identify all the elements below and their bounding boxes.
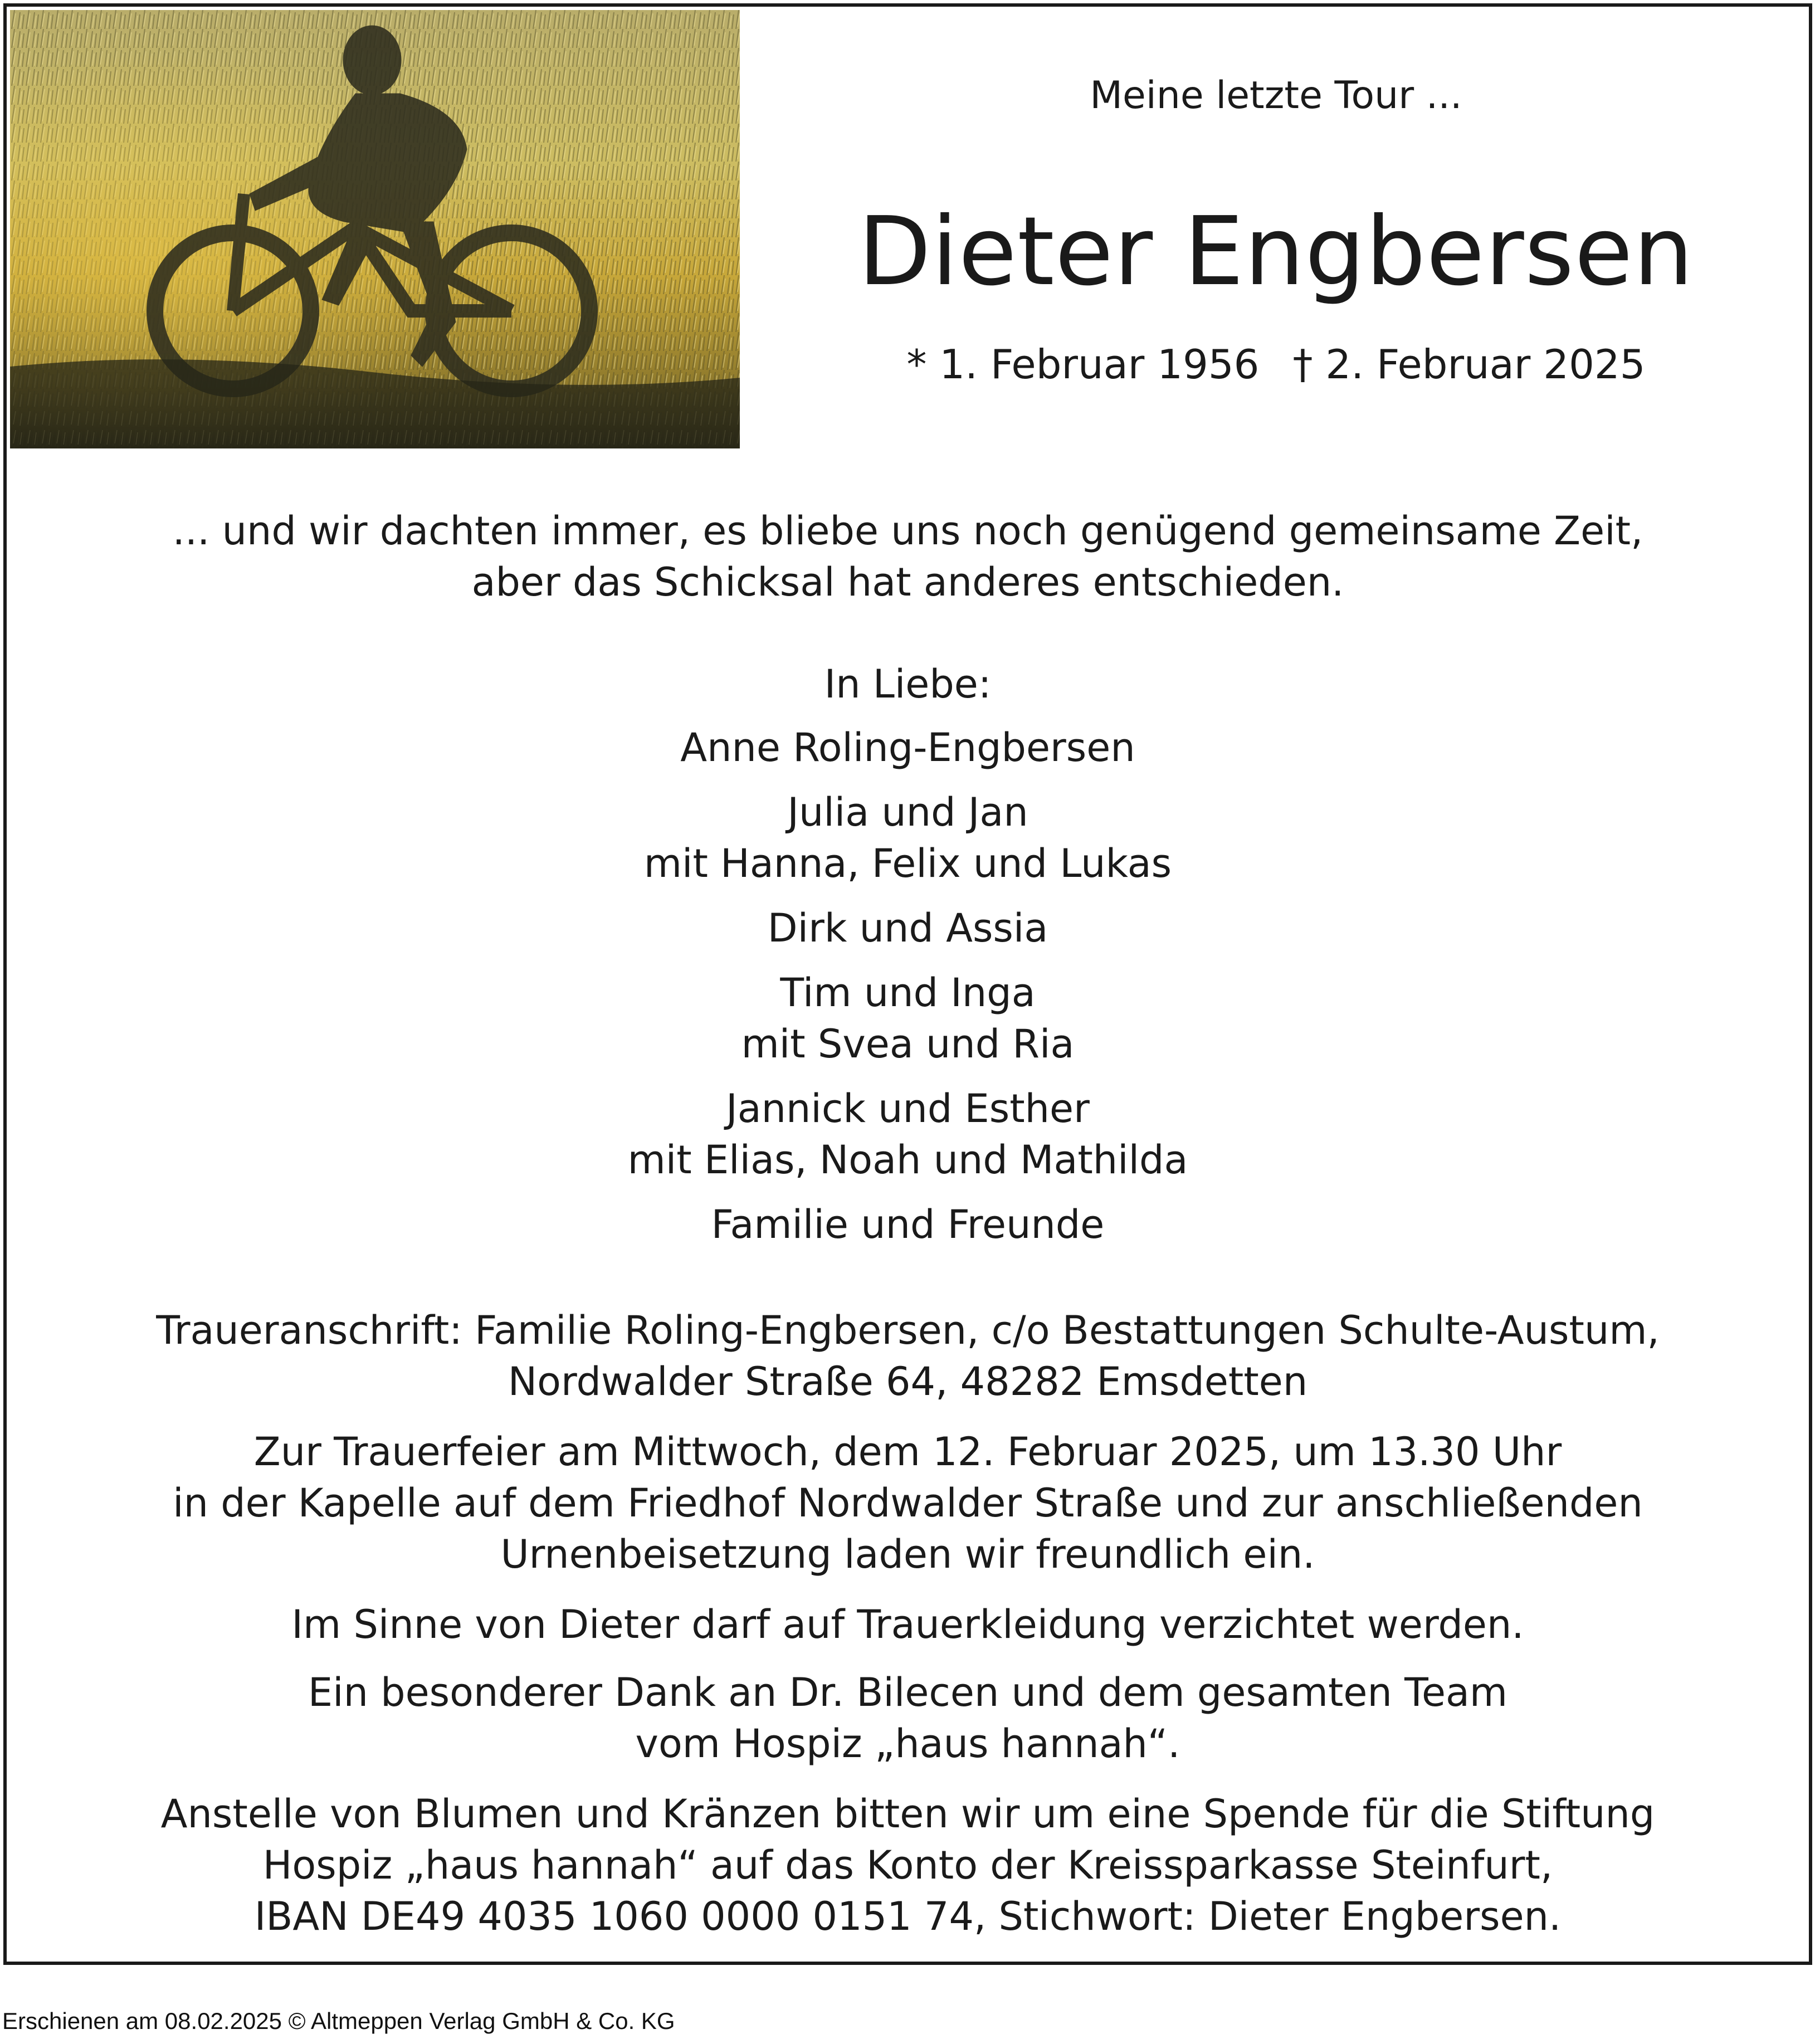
- mourner-line: Tim und Inga: [780, 970, 1036, 1016]
- address-line-2: Nordwalder Straße 64, 48282 Emsdetten: [508, 1359, 1308, 1404]
- mourner-line: Familie und Freunde: [711, 1202, 1105, 1247]
- death-date: † 2. Februar 2025: [1292, 341, 1646, 388]
- deceased-name: Dieter Engbersen: [858, 197, 1694, 307]
- mourner-line: mit Hanna, Felix und Lukas: [643, 841, 1172, 886]
- quote-line-2: aber das Schicksal hat anderes entschieden.: [471, 559, 1344, 605]
- birth-date: * 1. Februar 1956: [906, 341, 1260, 388]
- mourner-line: Dirk und Assia: [767, 905, 1048, 951]
- address-line-1: Traueranschrift: Familie Roling-Engbersen, c/o Bestattungen Schulte-Austum,: [156, 1308, 1660, 1353]
- obituary-notice: [3, 3, 1812, 1965]
- ceremony-line-2: in der Kapelle auf dem Friedhof Nordwalder Straße und zur anschließenden: [173, 1480, 1643, 1526]
- quote-line-1: ... und wir dachten immer, es bliebe uns noch genügend gemeinsame Zeit,: [172, 508, 1643, 554]
- mourner-line: Julia und Jan: [787, 789, 1028, 835]
- mourner-line: mit Svea und Ria: [741, 1021, 1075, 1067]
- mourner-line: Anne Roling-Engbersen: [680, 725, 1135, 770]
- attire-note: Im Sinne von Dieter darf auf Trauerkleidung verzichtet werden.: [291, 1602, 1524, 1647]
- thanks-line-2: vom Hospiz „haus hannah“.: [635, 1721, 1180, 1767]
- publication-footer: Erschienen am 08.02.2025 © Altmeppen Verlag GmbH & Co. KG: [2, 2008, 675, 2034]
- life-dates: [740, 336, 1812, 392]
- donation-line-3: IBAN DE49 4035 1060 0000 0151 74, Stichwort: Dieter Engbersen.: [254, 1894, 1562, 1939]
- mourner-line: mit Elias, Noah und Mathilda: [627, 1137, 1188, 1183]
- ceremony-line-1: Zur Trauerfeier am Mittwoch, dem 12. Februar 2025, um 13.30 Uhr: [253, 1429, 1562, 1475]
- cyclist-shadow-photo: [10, 10, 740, 448]
- motto: Meine letzte Tour ...: [1090, 74, 1462, 118]
- thanks-line-1: Ein besonderer Dank an Dr. Bilecen und dem gesamten Team: [308, 1670, 1508, 1715]
- donation-line-2: Hospiz „haus hannah“ auf das Konto der Kreissparkasse Steinfurt,: [262, 1842, 1553, 1888]
- mourners-intro: In Liebe:: [824, 661, 992, 707]
- donation-line-1: Anstelle von Blumen und Kränzen bitten wir um eine Spende für die Stiftung: [160, 1791, 1655, 1837]
- mourner-line: Jannick und Esther: [726, 1086, 1090, 1131]
- ceremony-line-3: Urnenbeisetzung laden wir freundlich ein.: [500, 1531, 1315, 1577]
